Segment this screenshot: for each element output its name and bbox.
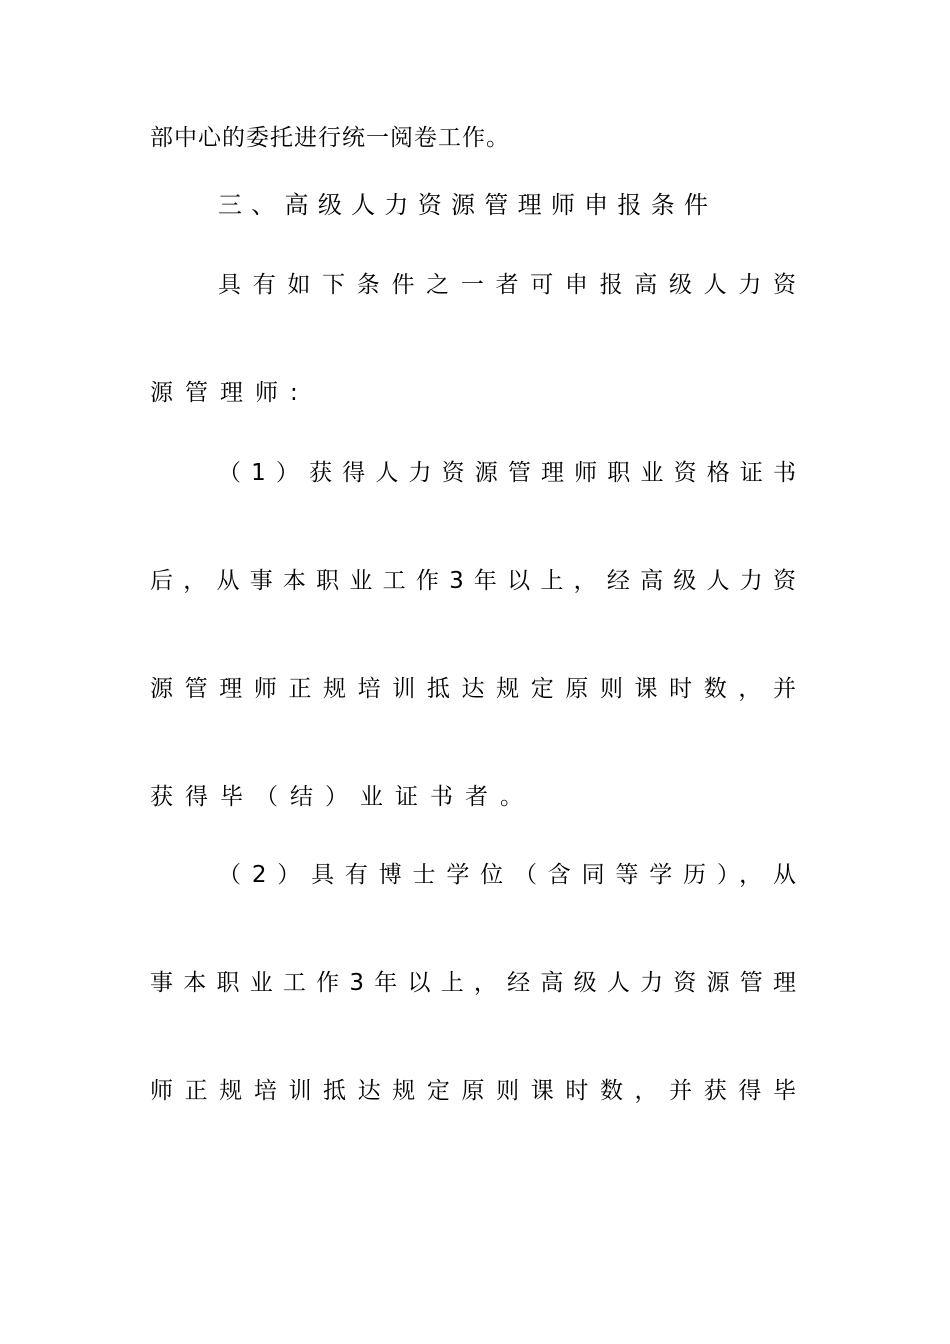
text-line-3: 具有如下条件之一者可申报高级人力资	[218, 272, 796, 298]
text-line-11: 师正规培训抵达规定原则课时数，并获得毕	[150, 1078, 796, 1104]
text-line-5: （1）获得人力资源管理师职业资格证书	[218, 460, 796, 486]
text-line-4: 源管理师:	[150, 380, 310, 406]
text-line-10: 事本职业工作3年以上，经高级人力资源管理	[150, 970, 796, 996]
text-line-9: （2）具有博士学位（含同等学历），从	[218, 862, 796, 888]
section-heading: 三、高级人力资源管理师申报条件	[218, 191, 708, 219]
text-line-6: 后，从事本职业工作3年以上，经高级人力资	[150, 568, 796, 594]
text-line-1: 部中心的委托进行统一阅卷工作。	[150, 125, 510, 151]
text-line-8: 获得毕（结）业证书者。	[150, 784, 535, 810]
text-line-7: 源管理师正规培训抵达规定原则课时数，并	[150, 676, 796, 702]
